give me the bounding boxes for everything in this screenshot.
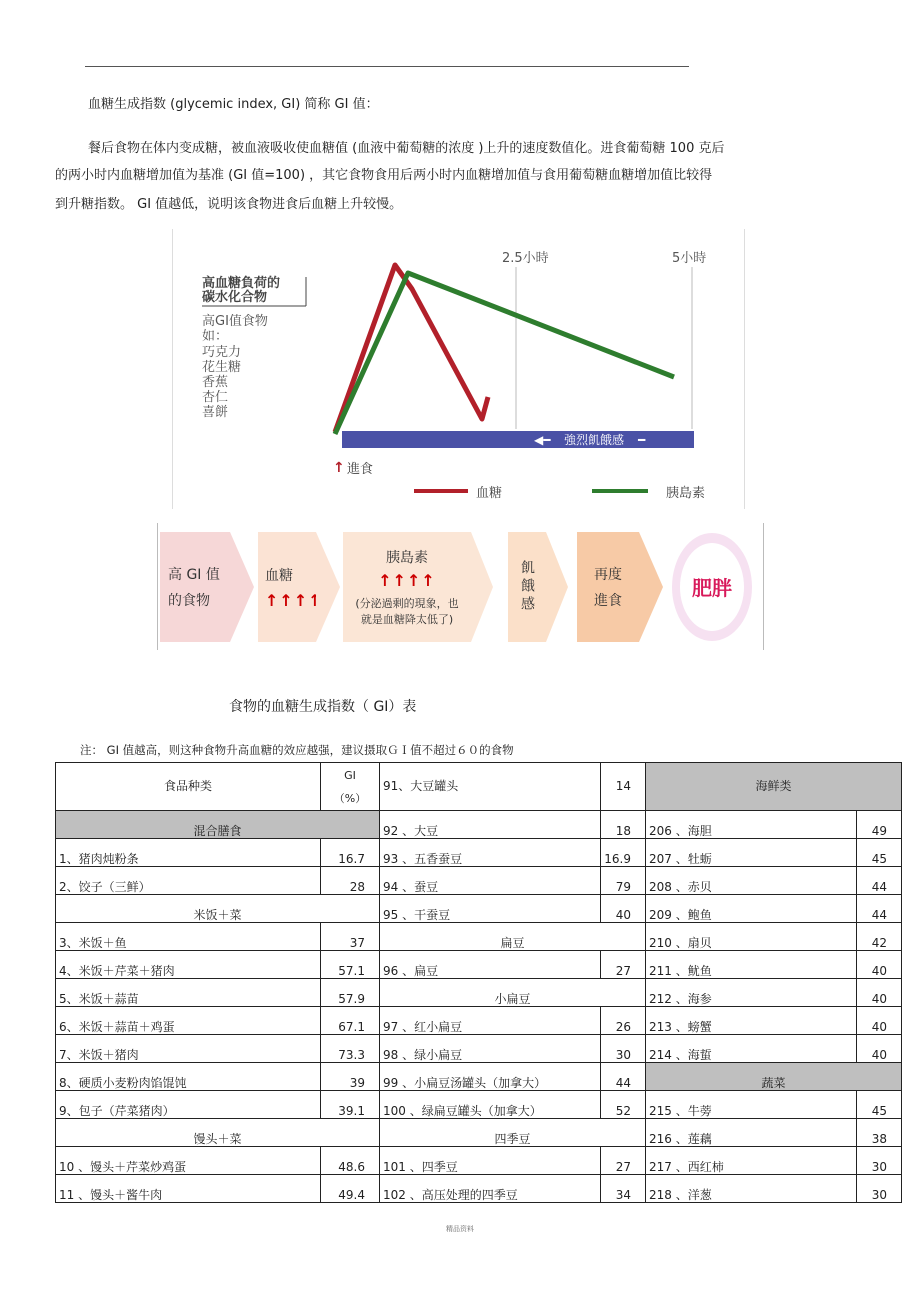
subcategory-header-cell: 四季豆 [380,1119,646,1147]
food-3: 香蕉 [202,375,229,390]
header-gi [321,763,380,811]
food-name-cell: 95 、干蚕豆 [380,895,601,923]
food-name-cell: 97 、红小扁豆 [380,1007,601,1035]
flow-step-insulin [343,532,471,642]
flow-insulin-note-2: 就是血糖降太低了) [360,613,454,626]
table-row [56,867,902,895]
gi-response-chart [172,229,745,509]
header-gi-unit: （%） [333,791,367,805]
subcategory-header-cell: 米饭＋菜 [56,895,380,923]
food-name-cell: 7、米饭＋猪肉 [56,1035,321,1063]
subcategory-header-cell: 馒头＋菜 [56,1119,380,1147]
table-row [56,951,902,979]
flow-step-eat-again-line1: 再度 [594,567,622,583]
food-name-cell: 10 、馒头＋芹菜炒鸡蛋 [56,1147,321,1175]
time-label-2.5h: 2.5小時 [502,251,549,266]
category-header-cell: 蔬菜 [646,1063,902,1091]
insulin-up-arrows-icon: ↑↑↑↑ [378,571,436,590]
gi-value-cell: 16.7 [321,839,380,867]
flow-step-high-gi [160,532,230,642]
gi-value-cell: 49.4 [321,1175,380,1203]
gi-value-cell: 26 [601,1007,646,1035]
food-name-cell: 93 、五香蚕豆 [380,839,601,867]
side-sub-1: 高GI值食物 [202,314,268,329]
table-row [56,839,902,867]
gi-value-cell: 44 [601,1063,646,1091]
food-name-cell: 211 、鱿鱼 [646,951,857,979]
gi-value-cell: 67.1 [321,1007,380,1035]
food-name-cell: 102 、高压处理的四季豆 [380,1175,601,1203]
gi-value-cell: 30 [857,1147,902,1175]
intro-line-2: 的两小时内血糖增加值为基准 (GI 值=100) ，其它食物食用后两小时内血糖增加值与食用葡萄糖血糖增加值比较得 [55,168,713,183]
svg-text:━: ━ [638,433,646,447]
table-row [56,1091,902,1119]
food-name-cell: 9、包子（芹菜猪肉） [56,1091,321,1119]
gi-value-cell: 30 [601,1035,646,1063]
gi-value-cell: 34 [601,1175,646,1203]
flow-step-blood-sugar-label: 血糖 [265,567,293,584]
flow-step-eat-again [577,532,639,642]
category-header-cell: 海鲜类 [646,763,902,811]
obesity-burst [670,531,754,643]
gi-value-cell: 44 [857,867,902,895]
food-name-cell: 94 、蚕豆 [380,867,601,895]
table-row [56,1175,902,1203]
gi-value-cell: 57.9 [321,979,380,1007]
gi-value-cell: 38 [857,1119,902,1147]
table-row [56,1119,902,1147]
side-title-1: 高血糖負荷的 [202,276,281,291]
flow-step-high-gi-line1: 高 GI 值 [168,567,220,583]
gi-value-cell: 40 [857,1007,902,1035]
flow-arrow-5 [639,532,663,642]
food-name-cell: 216 、莲藕 [646,1119,857,1147]
obesity-burst-icon [670,531,754,643]
table-note: 注： GI 值越高，则这种食物升高血糖的效应越强，建议摄取ＧＩ值不超过６０的食物 [80,743,514,757]
food-name-cell: 98 、绿小扁豆 [380,1035,601,1063]
gi-value-cell: 79 [601,867,646,895]
food-name-cell: 4、米饭＋芹菜＋猪肉 [56,951,321,979]
food-5: 喜餅 [202,405,229,420]
legend-blood-label: 血糖 [476,486,503,501]
gi-value-cell: 18 [601,811,646,839]
table-row [56,979,902,1007]
food-name-cell: 8、硬质小麦粉肉馅馄饨 [56,1063,321,1091]
flow-arrow-1 [230,532,254,642]
side-title-2: 碳水化合物 [202,290,268,305]
food-name-cell: 210 、扇贝 [646,923,857,951]
food-name-cell: 5、米饭＋蒜苗 [56,979,321,1007]
gi-value-cell: 30 [857,1175,902,1203]
header-rule [85,66,689,67]
intro-title: 血糖生成指数 (glycemic index, GI) 简称 GI 值： [88,97,379,112]
table-row [56,811,902,839]
flow-arrow-4 [546,532,568,642]
food-name-cell: 100 、绿扁豆罐头（加拿大） [380,1091,601,1119]
category-header-cell: 混合膳食 [56,811,380,839]
gi-flow-diagram [157,523,763,651]
food-name-cell: 218 、洋葱 [646,1175,857,1203]
flow-step-hunger [508,532,546,642]
food-1: 巧克力 [202,345,242,360]
gi-value-cell: 48.6 [321,1147,380,1175]
food-name-cell: 92 、大豆 [380,811,601,839]
blood-sugar-line [335,265,488,432]
flow-step-high-gi-line2: 的食物 [168,593,210,609]
subcategory-header-cell: 扁豆 [380,923,646,951]
food-name-cell: 2、饺子（三鲜） [56,867,321,895]
food-name-cell: 209 、鲍鱼 [646,895,857,923]
gi-value-cell: 44 [857,895,902,923]
flow-step-eat-again-line2: 進食 [594,593,622,609]
table-row [56,1063,902,1091]
flow-step-hunger-label: 飢餓感 [519,560,535,614]
table-row [56,895,902,923]
time-label-5h: 5小時 [672,251,707,266]
food-name-cell: 6、米饭＋蒜苗＋鸡蛋 [56,1007,321,1035]
gi-value-cell: 40 [857,951,902,979]
food-4: 杏仁 [202,390,229,405]
hunger-arrow-icon: ◀━ [534,433,551,447]
food-name-cell: 214 、海蜇 [646,1035,857,1063]
header-food-category: 食品种类 [56,763,321,811]
gi-value-cell: 49 [857,811,902,839]
food-name-cell: 11 、馒头＋酱牛肉 [56,1175,321,1203]
gi-value-cell: 14 [601,763,646,811]
gi-value-cell: 16.9 [601,839,646,867]
table-row [56,1147,902,1175]
gi-value-cell: 57.1 [321,951,380,979]
obesity-label: 肥胖 [692,576,732,600]
gi-value-cell: 27 [601,1147,646,1175]
legend-insulin-label: 胰島素 [666,486,706,501]
food-name-cell: 206 、海胆 [646,811,857,839]
food-2: 花生糖 [202,360,242,375]
gi-value-cell: 45 [857,1091,902,1119]
food-name-cell: 101 、四季豆 [380,1147,601,1175]
header-gi-label: GI [344,768,356,782]
table-row [56,1007,902,1035]
flow-step-insulin-label: 胰島素 [386,550,428,566]
gi-response-svg [172,229,745,509]
food-name-cell: 99 、小扁豆汤罐头（加拿大） [380,1063,601,1091]
subcategory-header-cell: 小扁豆 [380,979,646,1007]
flow-arrow-3 [471,532,493,642]
food-name-cell: 208 、赤贝 [646,867,857,895]
gi-value-cell: 37 [321,923,380,951]
food-name-cell: 207 、牡蛎 [646,839,857,867]
food-name-cell: 91、大豆罐头 [380,763,601,811]
gi-value-cell: 39.1 [321,1091,380,1119]
food-name-cell: 217 、西红柿 [646,1147,857,1175]
flow-step-blood-sugar [258,532,323,642]
food-name-cell: 213 、螃蟹 [646,1007,857,1035]
flow-insulin-note-1: (分泌過剩的現象，也 [355,597,459,610]
gi-value-cell: 40 [601,895,646,923]
gi-value-cell: 39 [321,1063,380,1091]
table-header-row [56,763,902,811]
page-footer: 精品资料 [446,1225,474,1233]
intro-line-1: 餐后食物在体内变成糖，被血液吸收使血糖值 (血液中葡萄糖的浓度 )上升的速度数值化。进食葡萄糖 100 克后 [88,141,725,156]
table-row [56,1035,902,1063]
gi-value-cell: 42 [857,923,902,951]
food-name-cell: 1、猪肉炖粉条 [56,839,321,867]
hunger-label: 強烈飢餓感 [564,433,625,447]
side-sub-2: 如： [202,329,229,344]
eat-arrow-icon: ↑ [333,460,345,476]
flow-arrow-2 [316,532,340,642]
gi-table [55,762,902,1203]
gi-value-cell: 52 [601,1091,646,1119]
food-name-cell: 212 、海参 [646,979,857,1007]
table-row [56,923,902,951]
gi-value-cell: 40 [857,1035,902,1063]
gi-value-cell: 40 [857,979,902,1007]
intro-line-3: 到升糖指数。 GI 值越低，说明该食物进食后血糖上升较慢。 [55,197,403,212]
blood-sugar-up-arrows-icon: ↑↑↑↑ [265,590,323,610]
table-title: 食物的血糖生成指数（ GI）表 [229,699,417,715]
gi-value-cell: 28 [321,867,380,895]
gi-value-cell: 45 [857,839,902,867]
gi-value-cell: 27 [601,951,646,979]
eat-label: 進食 [347,462,374,477]
food-name-cell: 3、米饭＋鱼 [56,923,321,951]
gi-value-cell: 73.3 [321,1035,380,1063]
food-name-cell: 96 、扁豆 [380,951,601,979]
food-name-cell: 215 、牛蒡 [646,1091,857,1119]
